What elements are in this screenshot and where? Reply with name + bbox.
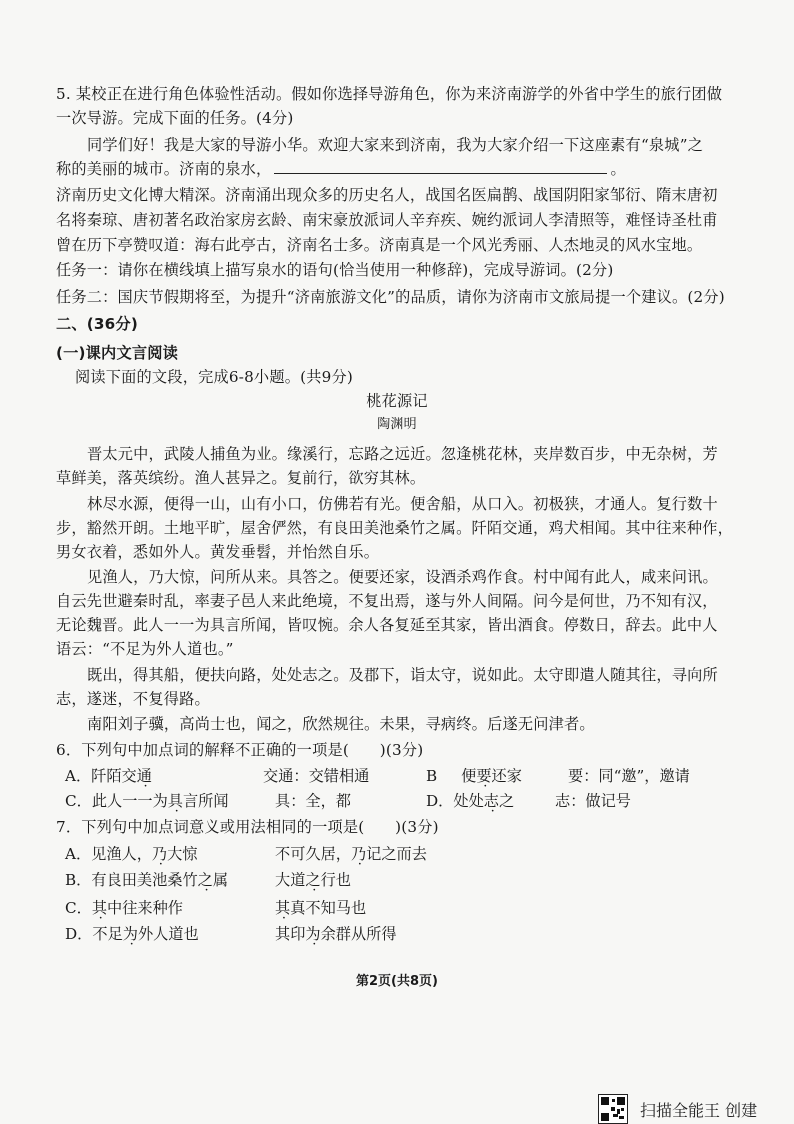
q6-option-a[interactable] — [65, 764, 152, 788]
option-text: 行也 — [320, 871, 351, 889]
scanner-watermark: 扫描全能王 创建 — [640, 1101, 758, 1120]
option-label: D． — [426, 792, 454, 810]
q5-passage-line2-end: 。 — [610, 160, 626, 178]
q6-option-b[interactable] — [426, 764, 522, 788]
option-label: A． — [65, 845, 92, 863]
dotted-word: 为 — [122, 925, 138, 943]
dotted-word: 之 — [305, 871, 321, 889]
option-label: B． — [65, 871, 92, 889]
passage-author: 陶渊明 — [377, 417, 417, 432]
q5-passage-line5: 曾在历下亭赞叹道：海右此亭古，济南名士多。济南真是一个风光秀丽、人杰地灵的风水宝地。 — [56, 236, 703, 254]
option-text: 真不知马也 — [290, 899, 367, 917]
passage-line: 既出，得其船，便扶向路，处处志之。及郡下，诣太守，说如此。太守即遣人随其往，寻向所 — [87, 666, 718, 684]
q6-option-a-gloss: 交通：交错相通 — [263, 767, 370, 785]
q5-passage-line1: 同学们好！我是大家的导游小华。欢迎大家来到济南，我为大家介绍一下这座素有“泉城”之 — [87, 136, 704, 154]
q7-option-c[interactable] — [65, 896, 183, 920]
answer-blank[interactable] — [274, 159, 607, 174]
option-text: 大惊 — [167, 845, 198, 863]
option-text: 余群从所得 — [320, 925, 397, 943]
passage-line: 林尽水源，便得一山，山有小口，仿佛若有光。便舍船，从口入。初极狭，才通人。复行数十 — [87, 495, 718, 513]
passage-line: 步，豁然开朗。土地平旷，屋舍俨然，有良田美池桑竹之属。阡陌交通，鸡犬相闻。其中往来种作， — [56, 519, 734, 537]
option-text: 不足 — [92, 925, 123, 943]
option-text: 还家 — [491, 767, 522, 785]
option-text: 此人一一为 — [91, 792, 168, 810]
q7-option-b[interactable] — [65, 868, 228, 892]
dotted-word: 通 — [136, 767, 152, 785]
option-text: 中往来种作 — [107, 899, 183, 917]
passage-line: 见渔人，乃大惊，问所从来。具答之。便要还家，设酒杀鸡作食。村中闻有此人，咸来问讯。 — [87, 568, 718, 586]
option-text: 有良田美池桑竹 — [91, 871, 198, 889]
option-text: 便 — [461, 767, 477, 785]
q7-option-c-compare — [275, 896, 366, 920]
q6-option-b-gloss: 要：同“邀”，邀请 — [568, 767, 690, 785]
passage-title: 桃花源记 — [366, 392, 428, 410]
dotted-word: 乃 — [350, 845, 367, 863]
passage-line: 南阳刘子骥，高尚士也，闻之，欣然规往。未果，寻病终。后遂无问津者。 — [87, 715, 595, 733]
section-heading: 二、(36分) — [56, 315, 138, 333]
q6-option-c[interactable] — [65, 789, 229, 813]
option-label: D． — [65, 925, 93, 943]
dotted-word: 其 — [275, 899, 291, 917]
q7-option-a[interactable] — [65, 842, 197, 866]
q5-intro-line1: 5. 某校正在进行角色体验性活动。假如你选择导游角色，你为来济南游学的外省中学生的旅行团做 — [56, 85, 723, 103]
option-label: C． — [65, 899, 92, 917]
option-text: 处处 — [453, 792, 484, 810]
dotted-word: 要 — [476, 767, 492, 785]
passage-line: 自云先世避秦时乱，率妻子邑人来此绝境，不复出焉，遂与外人间隔。问今是何世，乃不知有汉， — [56, 592, 718, 610]
dotted-word: 之 — [197, 871, 213, 889]
q5-passage-line3: 济南历史文化博大精深。济南涌出现众多的历史名人，战国名医扁鹊、战国阴阳家邹衍、隋末唐初 — [56, 186, 718, 204]
option-text: 言所闻 — [182, 792, 229, 810]
q7-stem: 7．下列句中加点词意义或用法相同的一项是( )(3分) — [56, 818, 439, 836]
dotted-word: 志 — [483, 792, 499, 810]
dotted-word: 乃 — [151, 845, 168, 863]
q6-stem: 6．下列句中加点词的解释不正确的一项是( )(3分) — [56, 741, 424, 759]
q7-option-d[interactable] — [65, 922, 199, 946]
option-text: 属 — [212, 871, 229, 889]
option-text: 阡陌交 — [91, 767, 137, 785]
passage-line: 晋太元中，武陵人捕鱼为业。缘溪行，忘路之远近。忽逢桃花林，夹岸数百步，中无杂树，芳 — [87, 445, 718, 463]
q5-task2: 任务二：国庆节假期将至，为提升“济南旅游文化”的品质，请你为济南市文旅局提一个建议。(2分) — [56, 288, 725, 306]
option-text: 外人道也 — [137, 925, 199, 943]
q5-passage-line2 — [56, 157, 746, 181]
option-text: 不可久居， — [275, 845, 351, 863]
option-text: 记之而去 — [366, 845, 427, 863]
passage-line: 无论魏晋。此人一一为具言所闻，皆叹惋。余人各复延至其家，皆出酒食。停数日，辞去。此中人 — [56, 616, 718, 634]
page-number: 第2页(共8页) — [356, 974, 438, 989]
option-label: C． — [65, 792, 92, 810]
q6-option-d[interactable] — [426, 789, 514, 813]
dotted-word: 为 — [305, 925, 321, 943]
passage-line: 草鲜美，落英缤纷。渔人甚异之。复前行，欲穷其林。 — [56, 469, 426, 487]
option-label: B — [426, 767, 438, 785]
q7-option-a-compare — [275, 842, 427, 866]
q5-intro-line2: 一次导游。完成下面的任务。(4分) — [56, 109, 294, 127]
subsection-heading: (一)课内文言阅读 — [56, 344, 178, 362]
qr-code-icon — [598, 1094, 628, 1124]
q5-passage-line4: 名将秦琼、唐初著名政治家房玄龄、南宋豪放派词人辛弃疾、婉约派词人李清照等，难怪诗圣杜甫 — [56, 211, 718, 229]
option-text: 其印 — [275, 925, 306, 943]
q6-option-d-gloss: 志：做记号 — [555, 792, 631, 810]
dotted-word: 具 — [167, 792, 183, 810]
q5-passage-line2-text: 称的美丽的城市。济南的泉水， — [56, 160, 272, 178]
q7-option-d-compare — [275, 922, 397, 946]
q5-task1: 任务一：请你在横线填上描写泉水的语句(恰当使用一种修辞)，完成导游词。(2分) — [56, 261, 614, 279]
option-text: 之 — [498, 792, 515, 810]
reading-instruction: 阅读下面的文段，完成6-8小题。(共9分) — [75, 368, 353, 386]
passage-line: 男女衣着，悉如外人。黄发垂髫，并怡然自乐。 — [56, 543, 380, 561]
option-label: A． — [65, 767, 92, 785]
q7-option-b-compare — [275, 868, 351, 892]
option-text: 见渔人， — [91, 845, 152, 863]
passage-line: 语云：“不足为外人道也。” — [56, 640, 234, 658]
q6-option-c-gloss: 具：全，都 — [275, 792, 351, 810]
option-text: 大道 — [275, 871, 306, 889]
dotted-word: 其 — [91, 899, 107, 917]
passage-line: 志，遂迷，不复得路。 — [56, 690, 210, 708]
